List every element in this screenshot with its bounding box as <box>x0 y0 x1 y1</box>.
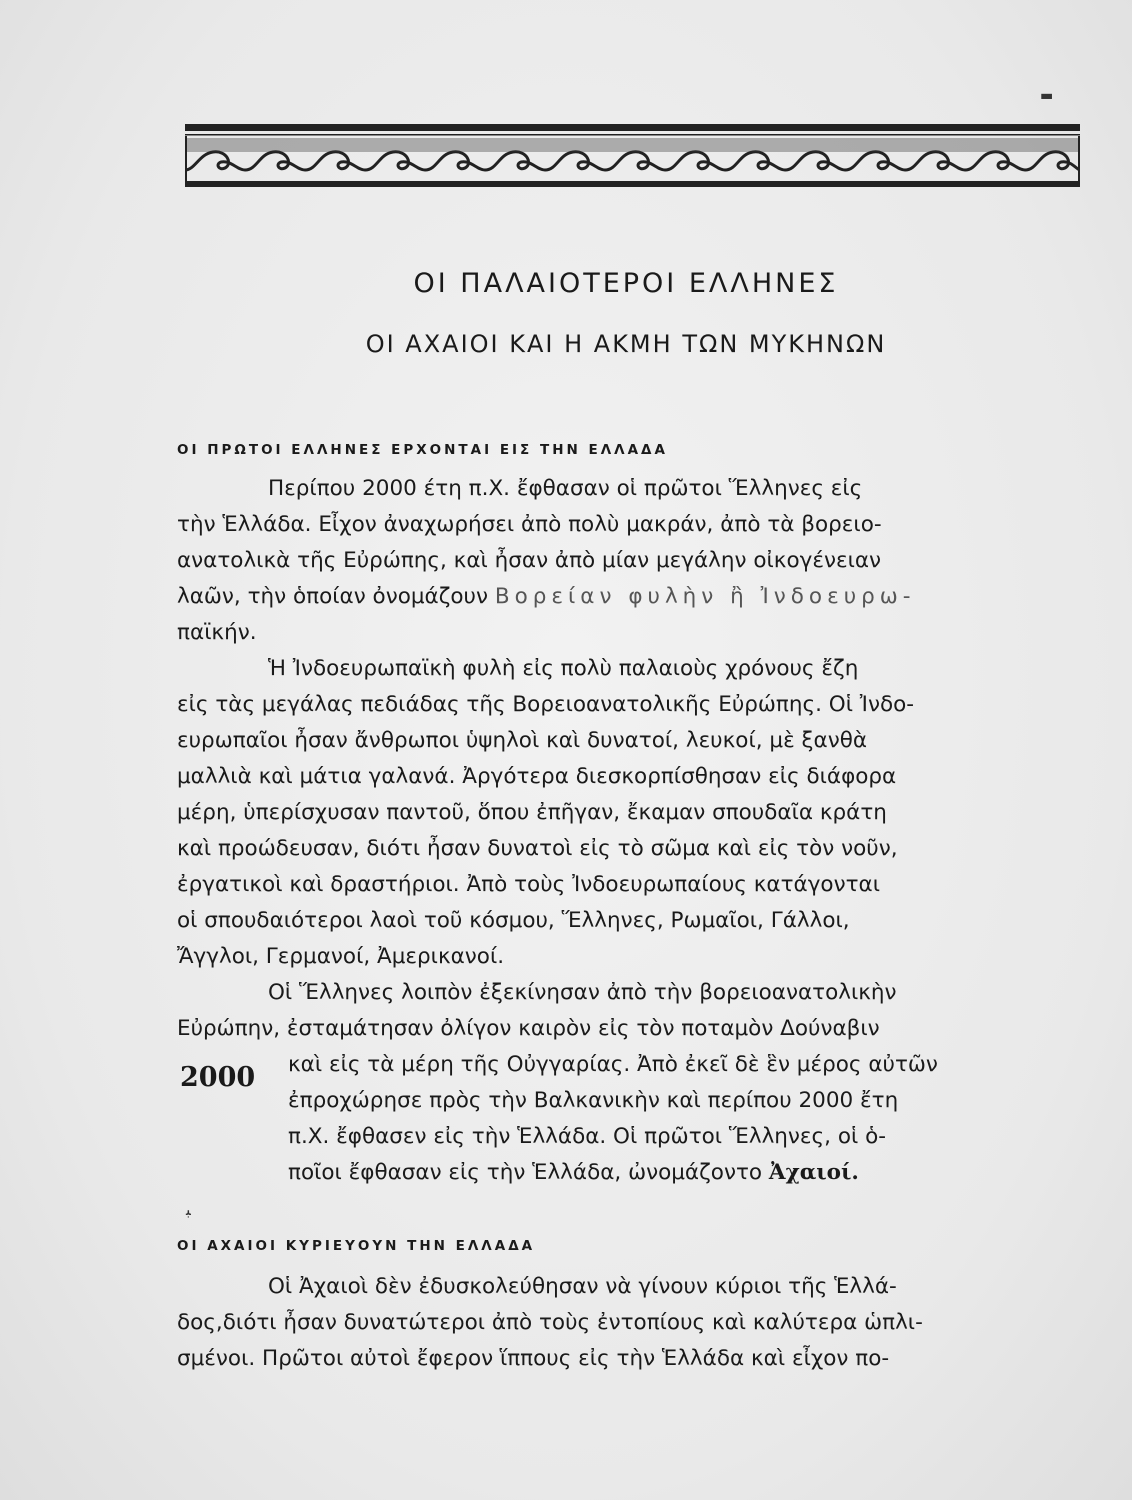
section-heading-achaeans-rule: ΟΙ ΑΧΑΙΟΙ ΚΥΡΙΕΥΟΥΝ ΤΗΝ ΕΛΛΑΔΑ <box>177 1238 536 1254</box>
text-line <box>288 1162 859 1184</box>
text-line: μέρη, ὑπερίσχυσαν παντοῦ, ὅπου ἐπῆγαν, ἔκαμαν σπουδαῖα κράτη <box>177 800 887 825</box>
text-line: δος,διότι ἦσαν δυνατώτεροι ἀπὸ τοὺς ἐντοπίους καὶ καλύτερα ὡπλι- <box>177 1310 923 1335</box>
text-line-start: λαῶν, τὴν ὁποίαν ὀνομάζουν <box>177 584 489 609</box>
margin-year: 2000 <box>180 1062 256 1093</box>
text-line: παϊκήν. <box>177 620 257 645</box>
text-line-start: ποῖοι ἔφθασαν εἰς τὴν Ἑλλάδα, ὠνομάζοντο <box>288 1160 763 1185</box>
text-line <box>177 586 916 608</box>
wave-ornament-band <box>185 120 1080 190</box>
text-line: καὶ εἰς τὰ μέρη τῆς Οὐγγαρίας. Ἀπὸ ἐκεῖ δὲ ἓν μέρος αὐτῶν <box>288 1052 938 1077</box>
text-line: οἱ σπουδαιότεροι λαοὶ τοῦ κόσμου, Ἕλληνες, Ρωμαῖοι, Γάλλοι, <box>177 908 850 933</box>
text-line: Ἄγγλοι, Γερμανοί, Ἀμερικανοί. <box>177 944 505 969</box>
page-subtitle: ΟΙ ΑΧΑΙΟΙ ΚΑΙ Η ΑΚΜΗ ΤΩΝ ΜΥΚΗΝΩΝ <box>365 330 887 358</box>
spaced-term: Βορείαν φυλὴν ἢ Ἰνδοευρω- <box>494 584 916 609</box>
text-line: μαλλιὰ καὶ μάτια γαλανά. Ἀργότερα διεσκορπίσθησαν εἰς διάφορα <box>177 764 897 789</box>
text-line: εἰς τὰς μεγάλας πεδιάδας τῆς Βορειοανατολικῆς Εὐρώπης. Οἱ Ἰνδο- <box>177 692 915 717</box>
text-line: ἐπροχώρησε πρὸς τὴν Βαλκανικὴν καὶ περίπου 2000 ἔτη <box>288 1088 899 1113</box>
text-line: καὶ προώδευσαν, διότι ἦσαν δυνατοὶ εἰς τὸ σῶμα καὶ εἰς τὸν νοῦν, <box>177 836 898 861</box>
scan-mark: ▬ <box>1040 88 1054 104</box>
text-line: ευρωπαῖοι ἦσαν ἄνθρωποι ὑψηλοὶ καὶ δυνατοί, λευκοί, μὲ ξανθὰ <box>177 728 868 753</box>
scan-mark: ﺒ <box>186 1200 191 1219</box>
page-title: ΟΙ ΠΑΛΑΙΟΤΕΡΟΙ ΕΛΛΗΝΕΣ <box>413 268 839 299</box>
text-line: Οἱ Ἀχαιοὶ δὲν ἐδυσκολεύθησαν νὰ γίνουν κύριοι τῆς Ἑλλά- <box>268 1274 897 1299</box>
section-heading-first-greeks: ΟΙ ΠΡΩΤΟΙ ΕΛΛΗΝΕΣ ΕΡΧΟΝΤΑΙ ΕΙΣ ΤΗΝ ΕΛΛΑΔΑ <box>177 442 668 458</box>
text-line: Εὐρώπην, ἐσταμάτησαν ὀλίγον καιρὸν εἰς τὸν ποταμὸν Δούναβιν <box>177 1016 880 1041</box>
text-line: σμένοι. Πρῶτοι αὐτοὶ ἔφερον ἵππους εἰς τὴν Ἑλλάδα καὶ εἶχον πο- <box>177 1346 890 1371</box>
text-line: Ἡ Ἰνδοευρωπαϊκὴ φυλὴ εἰς πολὺ παλαιοὺς χρόνους ἔζη <box>268 656 859 681</box>
text-line: τὴν Ἑλλάδα. Εἶχον ἀναχωρήσει ἀπὸ πολὺ μακράν, ἀπὸ τὰ βορειο- <box>177 512 882 537</box>
bold-term: Ἀχαιοί. <box>768 1160 859 1185</box>
text-line: ἐργατικοὶ καὶ δραστήριοι. Ἀπὸ τοὺς Ἰνδοευρωπαίους κατάγονται <box>177 872 880 897</box>
text-line: π.Χ. ἔφθασεν εἰς τὴν Ἑλλάδα. Οἱ πρῶτοι Ἕλληνες, οἱ ὁ- <box>288 1124 887 1149</box>
text-line: ανατολικὰ τῆς Εὐρώπης, καὶ ἦσαν ἀπὸ μίαν μεγάλην οἰκογένειαν <box>177 548 882 573</box>
text-line: Οἱ Ἕλληνες λοιπὸν ἐξεκίνησαν ἀπὸ τὴν βορειοανατολικὴν <box>268 980 897 1005</box>
text-line: Περίπου 2000 έτη π.Χ. ἔφθασαν οἱ πρῶτοι Ἕλληνες εἰς <box>268 476 863 501</box>
